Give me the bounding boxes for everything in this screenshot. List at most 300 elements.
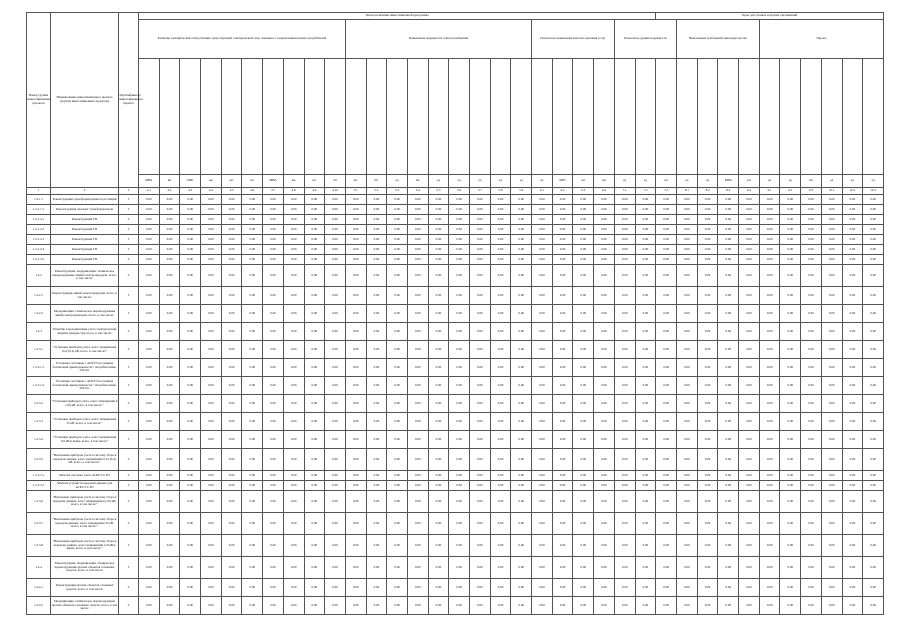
row-value: 0.00 xyxy=(573,195,594,205)
subheader-cell xyxy=(842,59,863,175)
row-value: 0.00 xyxy=(242,323,263,341)
row-value: 0.00 xyxy=(407,377,428,395)
row-number: 1.2.3.3 xyxy=(27,413,51,431)
row-value: 0.00 xyxy=(283,205,304,215)
row-id: Г xyxy=(119,513,139,535)
row-value: 0.00 xyxy=(304,377,325,395)
row-value: 0.00 xyxy=(511,513,532,535)
row-value: 0.00 xyxy=(490,225,511,235)
row-value: 0.00 xyxy=(470,431,491,449)
subheader-cell xyxy=(304,59,325,175)
row-value: 0.00 xyxy=(780,245,801,255)
row-value: 0.00 xyxy=(718,215,739,225)
row-value: 0.00 xyxy=(180,395,201,413)
row-value: 0.00 xyxy=(656,287,677,305)
row-value: 0.00 xyxy=(718,287,739,305)
row-value: 0.00 xyxy=(552,491,573,513)
row-value: 0.00 xyxy=(139,265,160,287)
row-value: 0.00 xyxy=(656,449,677,471)
row-name: Реконструкция, модернизация, техническое перевооружение прочих объектов основных средств, всего, в том числе: xyxy=(51,557,119,579)
row-value: 0.00 xyxy=(283,245,304,255)
row-value: 0.00 xyxy=(304,323,325,341)
row-value: 0.00 xyxy=(594,413,615,431)
row-number: 1.2.1.1.1 xyxy=(27,205,51,215)
row-value: 0.00 xyxy=(759,597,780,615)
row-value: 0.00 xyxy=(718,431,739,449)
row-value: 0.00 xyxy=(780,341,801,359)
row-value: 0.00 xyxy=(780,205,801,215)
row-value: 0.00 xyxy=(304,265,325,287)
row-value: 0.00 xyxy=(263,245,284,255)
row-value: 0.00 xyxy=(739,471,760,481)
row-value: 0.00 xyxy=(263,255,284,265)
unit-cell: шт xyxy=(304,175,325,188)
header-goals-main: Цели реализации инвестиционной программы xyxy=(139,13,656,20)
row-value: 0.00 xyxy=(677,449,698,471)
row-value: 0.00 xyxy=(263,323,284,341)
row-value: 0.00 xyxy=(407,557,428,579)
row-value: 0.00 xyxy=(470,491,491,513)
row-value: 0.00 xyxy=(842,265,863,287)
row-value: 0.00 xyxy=(407,579,428,597)
row-value: 0.00 xyxy=(139,449,160,471)
row-value: 0.00 xyxy=(159,287,180,305)
row-value: 0.00 xyxy=(863,449,884,471)
row-number: 1.2.3.1 xyxy=(27,341,51,359)
unit-cell: МВА xyxy=(718,175,739,188)
row-value: 0.00 xyxy=(449,287,470,305)
row-value: 0.00 xyxy=(159,235,180,245)
row-value: 0.00 xyxy=(366,323,387,341)
row-value: 0.00 xyxy=(780,471,801,481)
unit-cell: км xyxy=(739,175,760,188)
colnum-cell: 9.3 xyxy=(801,188,822,195)
row-value: 0.00 xyxy=(759,535,780,557)
row-number: 1.2.1.2.4 xyxy=(27,245,51,255)
row-value: 0.00 xyxy=(139,471,160,481)
row-value: 0.00 xyxy=(780,413,801,431)
row-value: 0.00 xyxy=(387,395,408,413)
row-value: 0.00 xyxy=(366,255,387,265)
subheader-cell xyxy=(614,59,635,175)
colnum-cell: 4.8 xyxy=(283,188,304,195)
row-value: 0.00 xyxy=(801,245,822,255)
table-row xyxy=(27,255,884,265)
row-value: 0.00 xyxy=(635,413,656,431)
colnum-cell: 8.2 xyxy=(697,188,718,195)
row-name: Установка счетчиков с АСКУЭ на границе балансовой принадлежности с потребителями, 200 шт. xyxy=(51,377,119,395)
row-value: 0.00 xyxy=(304,359,325,377)
row-value: 0.00 xyxy=(532,245,553,255)
row-value: 0.00 xyxy=(242,513,263,535)
row-value: 0.00 xyxy=(614,245,635,255)
row-value: 0.00 xyxy=(345,513,366,535)
row-value: 0.00 xyxy=(697,265,718,287)
row-value: 0.00 xyxy=(180,481,201,491)
row-value: 0.00 xyxy=(387,195,408,205)
row-value: 0.00 xyxy=(304,305,325,323)
row-value: 0.00 xyxy=(387,305,408,323)
row-value: 0.00 xyxy=(780,305,801,323)
row-value: 0.00 xyxy=(180,195,201,205)
row-value: 0.00 xyxy=(780,513,801,535)
row-value: 0.00 xyxy=(263,557,284,579)
row-value: 0.00 xyxy=(325,579,346,597)
row-value: 0.00 xyxy=(635,481,656,491)
row-value: 0.00 xyxy=(573,513,594,535)
unit-cell: шт xyxy=(801,175,822,188)
colnum-1: 1 xyxy=(27,188,51,195)
subheader-cell xyxy=(511,59,532,175)
row-value: 0.00 xyxy=(304,481,325,491)
row-value: 0.00 xyxy=(718,341,739,359)
row-value: 0.00 xyxy=(304,413,325,431)
colnum-cell: 4.5 xyxy=(221,188,242,195)
row-value: 0.00 xyxy=(821,265,842,287)
subheader-cell xyxy=(635,59,656,175)
row-value: 0.00 xyxy=(325,597,346,615)
row-value: 0.00 xyxy=(511,235,532,245)
row-value: 0.00 xyxy=(697,471,718,481)
row-value: 0.00 xyxy=(532,579,553,597)
row-value: 0.00 xyxy=(552,245,573,255)
row-value: 0.00 xyxy=(387,471,408,481)
subheader-cell xyxy=(366,59,387,175)
row-value: 0.00 xyxy=(263,305,284,323)
row-value: 0.00 xyxy=(490,287,511,305)
row-value: 0.00 xyxy=(614,235,635,245)
row-value: 0.00 xyxy=(739,255,760,265)
table-row xyxy=(27,597,884,615)
row-value: 0.00 xyxy=(283,255,304,265)
row-value: 0.00 xyxy=(552,471,573,481)
row-value: 0.00 xyxy=(407,491,428,513)
row-value: 0.00 xyxy=(759,431,780,449)
row-id: Г xyxy=(119,535,139,557)
row-value: 0.00 xyxy=(428,323,449,341)
row-number: 1.2.3.5.1 xyxy=(27,471,51,481)
row-value: 0.00 xyxy=(407,205,428,215)
row-value: 0.00 xyxy=(201,341,222,359)
row-value: 0.00 xyxy=(407,225,428,235)
row-value: 0.00 xyxy=(739,205,760,215)
row-value: 0.00 xyxy=(780,579,801,597)
row-value: 0.00 xyxy=(759,449,780,471)
row-value: 0.00 xyxy=(490,377,511,395)
row-value: 0.00 xyxy=(263,491,284,513)
row-value: 0.00 xyxy=(242,225,263,235)
row-value: 0.00 xyxy=(552,265,573,287)
row-value: 0.00 xyxy=(842,255,863,265)
row-value: 0.00 xyxy=(614,513,635,535)
unit-cell: ед xyxy=(470,175,491,188)
row-number: 1.2.1.2.3 xyxy=(27,235,51,245)
row-value: 0.00 xyxy=(532,535,553,557)
row-value: 0.00 xyxy=(201,195,222,205)
row-value: 0.00 xyxy=(159,305,180,323)
row-value: 0.00 xyxy=(242,597,263,615)
row-value: 0.00 xyxy=(304,449,325,471)
row-value: 0.00 xyxy=(139,491,160,513)
row-value: 0.00 xyxy=(242,449,263,471)
row-value: 0.00 xyxy=(863,513,884,535)
row-value: 0.00 xyxy=(428,431,449,449)
row-value: 0.00 xyxy=(573,491,594,513)
unit-cell: ед xyxy=(821,175,842,188)
row-name: "Установка приборов учета, класс напряжения 110 кВ и выше, всего, в том числе:" xyxy=(51,431,119,449)
row-name: "Установка приборов учета, класс напряжения 6 (10) кВ, всего, в том числе:" xyxy=(51,395,119,413)
subheader-cell xyxy=(263,59,284,175)
row-value: 0.00 xyxy=(490,471,511,481)
row-id: Г xyxy=(119,215,139,225)
row-value: 0.00 xyxy=(283,597,304,615)
row-value: 0.00 xyxy=(387,557,408,579)
row-value: 0.00 xyxy=(697,431,718,449)
row-value: 0.00 xyxy=(656,195,677,205)
row-value: 0.00 xyxy=(801,449,822,471)
row-value: 0.00 xyxy=(221,265,242,287)
row-value: 0.00 xyxy=(739,195,760,205)
row-value: 0.00 xyxy=(739,579,760,597)
row-value: 0.00 xyxy=(387,287,408,305)
row-value: 0.00 xyxy=(718,557,739,579)
row-value: 0.00 xyxy=(242,305,263,323)
row-value: 0.00 xyxy=(490,579,511,597)
row-value: 0.00 xyxy=(139,287,160,305)
colnum-cell: 4.2 xyxy=(159,188,180,195)
row-value: 0.00 xyxy=(718,305,739,323)
row-value: 0.00 xyxy=(407,359,428,377)
row-value: 0.00 xyxy=(325,535,346,557)
row-value: 0.00 xyxy=(759,195,780,205)
row-value: 0.00 xyxy=(470,481,491,491)
row-value: 0.00 xyxy=(780,377,801,395)
row-value: 0.00 xyxy=(366,413,387,431)
row-value: 0.00 xyxy=(221,449,242,471)
row-value: 0.00 xyxy=(180,205,201,215)
row-value: 0.00 xyxy=(139,359,160,377)
row-value: 0.00 xyxy=(863,557,884,579)
row-value: 0.00 xyxy=(387,481,408,491)
row-value: 0.00 xyxy=(470,245,491,255)
colnum-cell: 6.1 xyxy=(532,188,553,195)
row-value: 0.00 xyxy=(718,491,739,513)
row-value: 0.00 xyxy=(614,481,635,491)
row-value: 0.00 xyxy=(242,377,263,395)
row-value: 0.00 xyxy=(242,235,263,245)
row-value: 0.00 xyxy=(366,265,387,287)
row-value: 0.00 xyxy=(573,535,594,557)
row-value: 0.00 xyxy=(511,449,532,471)
row-value: 0.00 xyxy=(759,557,780,579)
row-value: 0.00 xyxy=(511,195,532,205)
row-value: 0.00 xyxy=(242,245,263,255)
row-value: 0.00 xyxy=(345,395,366,413)
row-value: 0.00 xyxy=(139,535,160,557)
row-value: 0.00 xyxy=(697,215,718,225)
row-value: 0.00 xyxy=(780,195,801,205)
row-value: 0.00 xyxy=(428,535,449,557)
row-value: 0.00 xyxy=(263,205,284,215)
row-value: 0.00 xyxy=(428,377,449,395)
row-id: Г xyxy=(119,255,139,265)
row-id: Г xyxy=(119,287,139,305)
row-value: 0.00 xyxy=(449,431,470,449)
row-value: 0.00 xyxy=(304,395,325,413)
row-value: 0.00 xyxy=(470,579,491,597)
row-value: 0.00 xyxy=(407,305,428,323)
row-value: 0.00 xyxy=(366,481,387,491)
row-value: 0.00 xyxy=(180,305,201,323)
row-value: 0.00 xyxy=(532,255,553,265)
row-value: 0.00 xyxy=(490,195,511,205)
table-row xyxy=(27,215,884,225)
row-value: 0.00 xyxy=(552,449,573,471)
subheader-cell xyxy=(656,59,677,175)
row-value: 0.00 xyxy=(635,597,656,615)
row-value: 0.00 xyxy=(739,265,760,287)
row-value: 0.00 xyxy=(552,225,573,235)
row-name: "Включение приборов учета в систему сбора и передачи данных, класс напряжения 6 (10) кВ, всего, в том числе:" xyxy=(51,491,119,513)
row-value: 0.00 xyxy=(201,413,222,431)
row-value: 0.00 xyxy=(139,557,160,579)
row-value: 0.00 xyxy=(532,205,553,215)
row-value: 0.00 xyxy=(221,597,242,615)
row-value: 0.00 xyxy=(242,481,263,491)
unit-cell: шт xyxy=(573,175,594,188)
row-value: 0.00 xyxy=(387,413,408,431)
row-value: 0.00 xyxy=(821,225,842,235)
row-value: 0.00 xyxy=(863,323,884,341)
row-value: 0.00 xyxy=(739,287,760,305)
row-value: 0.00 xyxy=(345,471,366,481)
row-value: 0.00 xyxy=(614,287,635,305)
row-value: 0.00 xyxy=(614,449,635,471)
row-value: 0.00 xyxy=(801,225,822,235)
row-value: 0.00 xyxy=(180,557,201,579)
row-value: 0.00 xyxy=(470,395,491,413)
row-value: 0.00 xyxy=(614,557,635,579)
row-value: 0.00 xyxy=(201,287,222,305)
row-value: 0.00 xyxy=(759,513,780,535)
row-value: 0.00 xyxy=(221,205,242,215)
row-value: 0.00 xyxy=(842,225,863,235)
row-value: 0.00 xyxy=(325,245,346,255)
row-value: 0.00 xyxy=(159,481,180,491)
row-value: 0.00 xyxy=(739,513,760,535)
row-number: 1.2.4 xyxy=(27,557,51,579)
row-value: 0.00 xyxy=(739,413,760,431)
row-value: 0.00 xyxy=(325,341,346,359)
row-value: 0.00 xyxy=(263,225,284,235)
row-value: 0.00 xyxy=(842,359,863,377)
row-value: 0.00 xyxy=(511,377,532,395)
row-value: 0.00 xyxy=(635,377,656,395)
row-value: 0.00 xyxy=(842,215,863,225)
row-value: 0.00 xyxy=(656,245,677,255)
row-value: 0.00 xyxy=(242,413,263,431)
row-value: 0.00 xyxy=(863,235,884,245)
row-value: 0.00 xyxy=(345,195,366,205)
row-value: 0.00 xyxy=(490,235,511,245)
row-value: 0.00 xyxy=(449,413,470,431)
row-value: 0.00 xyxy=(635,287,656,305)
row-value: 0.00 xyxy=(304,431,325,449)
row-value: 0.00 xyxy=(573,481,594,491)
row-value: 0.00 xyxy=(263,235,284,245)
row-value: 0.00 xyxy=(345,323,366,341)
subheader-cell xyxy=(345,59,366,175)
row-number: 1.2.4.1 xyxy=(27,579,51,597)
row-value: 0.00 xyxy=(656,323,677,341)
row-value: 0.00 xyxy=(656,305,677,323)
row-value: 0.00 xyxy=(283,323,304,341)
row-value: 0.00 xyxy=(635,579,656,597)
row-number: 1.2.1.2.5 xyxy=(27,255,51,265)
row-value: 0.00 xyxy=(470,377,491,395)
row-value: 0.00 xyxy=(283,431,304,449)
row-value: 0.00 xyxy=(842,513,863,535)
row-value: 0.00 xyxy=(552,557,573,579)
row-value: 0.00 xyxy=(283,395,304,413)
row-value: 0.00 xyxy=(594,305,615,323)
row-value: 0.00 xyxy=(490,449,511,471)
row-value: 0.00 xyxy=(801,235,822,245)
row-value: 0.00 xyxy=(842,413,863,431)
row-value: 0.00 xyxy=(407,535,428,557)
row-value: 0.00 xyxy=(677,305,698,323)
row-value: 0.00 xyxy=(780,395,801,413)
row-value: 0.00 xyxy=(573,287,594,305)
row-value: 0.00 xyxy=(428,265,449,287)
row-value: 0.00 xyxy=(821,579,842,597)
row-value: 0.00 xyxy=(139,225,160,235)
row-value: 0.00 xyxy=(718,395,739,413)
colnum-cell: 10.3 xyxy=(863,188,884,195)
row-value: 0.00 xyxy=(759,359,780,377)
row-number: 1.2.3.7 xyxy=(27,513,51,535)
row-value: 0.00 xyxy=(801,513,822,535)
table-row xyxy=(27,413,884,431)
row-value: 0.00 xyxy=(242,265,263,287)
row-value: 0.00 xyxy=(470,195,491,205)
row-value: 0.00 xyxy=(532,449,553,471)
row-value: 0.00 xyxy=(283,235,304,245)
row-value: 0.00 xyxy=(863,359,884,377)
row-value: 0.00 xyxy=(759,287,780,305)
row-value: 0.00 xyxy=(242,341,263,359)
row-value: 0.00 xyxy=(283,535,304,557)
row-value: 0.00 xyxy=(614,597,635,615)
row-value: 0.00 xyxy=(656,557,677,579)
row-value: 0.00 xyxy=(821,413,842,431)
row-value: 0.00 xyxy=(180,235,201,245)
row-value: 0.00 xyxy=(304,579,325,597)
table-row xyxy=(27,195,884,205)
row-value: 0.00 xyxy=(697,195,718,205)
row-value: 0.00 xyxy=(801,597,822,615)
row-value: 0.00 xyxy=(180,449,201,471)
row-value: 0.00 xyxy=(449,305,470,323)
row-value: 0.00 xyxy=(552,431,573,449)
row-value: 0.00 xyxy=(283,215,304,225)
row-value: 0.00 xyxy=(180,513,201,535)
row-value: 0.00 xyxy=(863,597,884,615)
row-value: 0.00 xyxy=(697,323,718,341)
row-value: 0.00 xyxy=(366,359,387,377)
table-row xyxy=(27,235,884,245)
row-value: 0.00 xyxy=(821,235,842,245)
